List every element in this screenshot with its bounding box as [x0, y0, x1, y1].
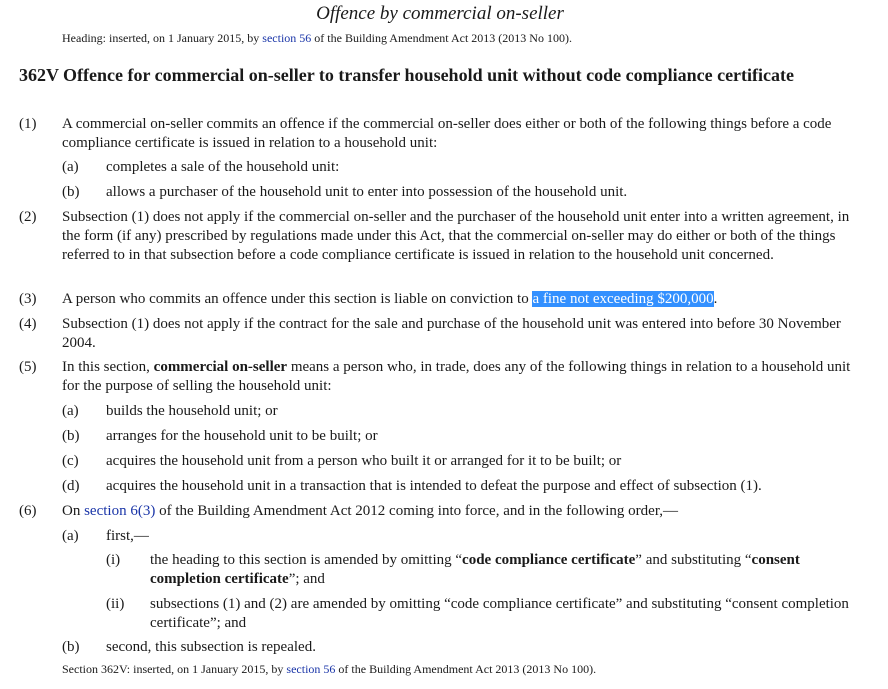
- para-1b-text: allows a purchaser of the household unit to enter into possession of the household unit.: [106, 184, 628, 200]
- subsection-1-label: (1): [19, 116, 37, 132]
- subpara-i-text: [150, 551, 850, 589]
- subsection-4-label: (4): [19, 316, 37, 332]
- subsection-5-label: (5): [19, 359, 37, 375]
- para-5c-label: (c): [62, 453, 79, 469]
- para-5d-label: (d): [62, 478, 80, 494]
- history-note-suffix: of the Building Amendment Act 2013 (2013 No 100).: [335, 662, 597, 676]
- subsection-3-text-after: .: [713, 291, 718, 307]
- history-section-56-link[interactable]: section 56: [286, 662, 336, 676]
- subsection-3-label: (3): [19, 291, 37, 307]
- subsection-3-text: [62, 290, 852, 309]
- subsection-4-text: Subsection (1) does not apply if the contract for the sale and purchase of the household unit was entered into before 30 November 2004.: [62, 316, 841, 351]
- defined-term: commercial on-seller: [153, 359, 288, 375]
- para-1b-label: (b): [62, 184, 80, 200]
- subpara-ii-text: subsections (1) and (2) are amended by omitting “code compliance certificate” and substituting “consent completion certificate”; and: [150, 596, 849, 631]
- note-suffix: of the Building Amendment Act 2013 (2013 No 100).: [311, 31, 572, 45]
- subpara-i-part1: the heading to this section is amended by omitting “: [150, 552, 463, 568]
- note-prefix: Heading: inserted, on 1 January 2015, by: [62, 31, 263, 45]
- subsection-2-text: Subsection (1) does not apply if the commercial on-seller and the purchaser of the household unit enter into a written agreement, in the form (if any) prescribed by regulations made under this Act, that the commercial on-seller may do either or both of the things referred to in that subsection before a code compliance certificate is issued in relation to the household unit concerned.: [62, 209, 850, 263]
- section-title: Offence for commercial on-seller to transfer household unit without code compliance certificate: [63, 65, 795, 85]
- subsection-6-text-after: of the Building Amendment Act 2012 coming into force, and in the following order,—: [155, 503, 678, 519]
- subpara-ii-label: (ii): [106, 596, 125, 612]
- history-note-prefix: Section 362V: inserted, on 1 January 2015, by: [62, 662, 287, 676]
- para-5a-text: builds the household unit; or: [106, 403, 278, 419]
- history-note: [62, 662, 596, 677]
- subsection-5-text: [62, 358, 852, 396]
- selected-text-highlight[interactable]: a fine not exceeding $200,000: [532, 291, 714, 307]
- subsection-2-label: (2): [19, 209, 37, 225]
- para-5c-text: acquires the household unit from a person who built it or arranged for it to be built; or: [106, 453, 622, 469]
- para-1a-label: (a): [62, 159, 79, 175]
- subsection-6-text-before: On: [62, 503, 85, 519]
- subpara-i-part2: ” and substituting “: [635, 552, 752, 568]
- para-6b-text: second, this subsection is repealed.: [106, 639, 316, 655]
- subpara-i-part3: ”; and: [288, 571, 325, 587]
- section-6-3-link[interactable]: section 6(3): [84, 503, 156, 519]
- subpara-i-bold1: code compliance certificate: [462, 552, 636, 568]
- para-5b-label: (b): [62, 428, 80, 444]
- para-5a-label: (a): [62, 403, 79, 419]
- subpara-i-label: (i): [106, 552, 121, 568]
- para-6b-label: (b): [62, 639, 80, 655]
- heading-amendment-note: [62, 31, 572, 46]
- section-number: 362V: [19, 65, 59, 85]
- subsection-1-text: A commercial on-seller commits an offence if the commercial on-seller does either or both of the following things before a code compliance certificate is issued in relation to a household unit:: [62, 116, 832, 151]
- para-1a-text: completes a sale of the household unit:: [106, 159, 340, 175]
- para-6a-label: (a): [62, 528, 79, 544]
- subsection-3-text-before: A person who commits an offence under this section is liable on conviction to: [62, 291, 533, 307]
- subsection-6-label: (6): [19, 503, 37, 519]
- para-5b-text: arranges for the household unit to be built; or: [106, 428, 378, 444]
- subsection-6-text: [62, 502, 852, 521]
- subsection-5-text-before: In this section,: [62, 359, 154, 375]
- para-5d-text: acquires the household unit in a transaction that is intended to defeat the purpose and effect of subsection (1).: [106, 478, 762, 494]
- subpara-i-bold2: consent completion certificate: [150, 552, 800, 587]
- crossheading: Offence by commercial on-seller: [316, 3, 564, 24]
- section-56-link[interactable]: section 56: [262, 31, 312, 45]
- para-6a-text: first,—: [106, 528, 149, 544]
- subsection-5-text-after: means a person who, in trade, does any of the following things in relation to a household unit for the purpose of selling the household unit:: [62, 359, 851, 394]
